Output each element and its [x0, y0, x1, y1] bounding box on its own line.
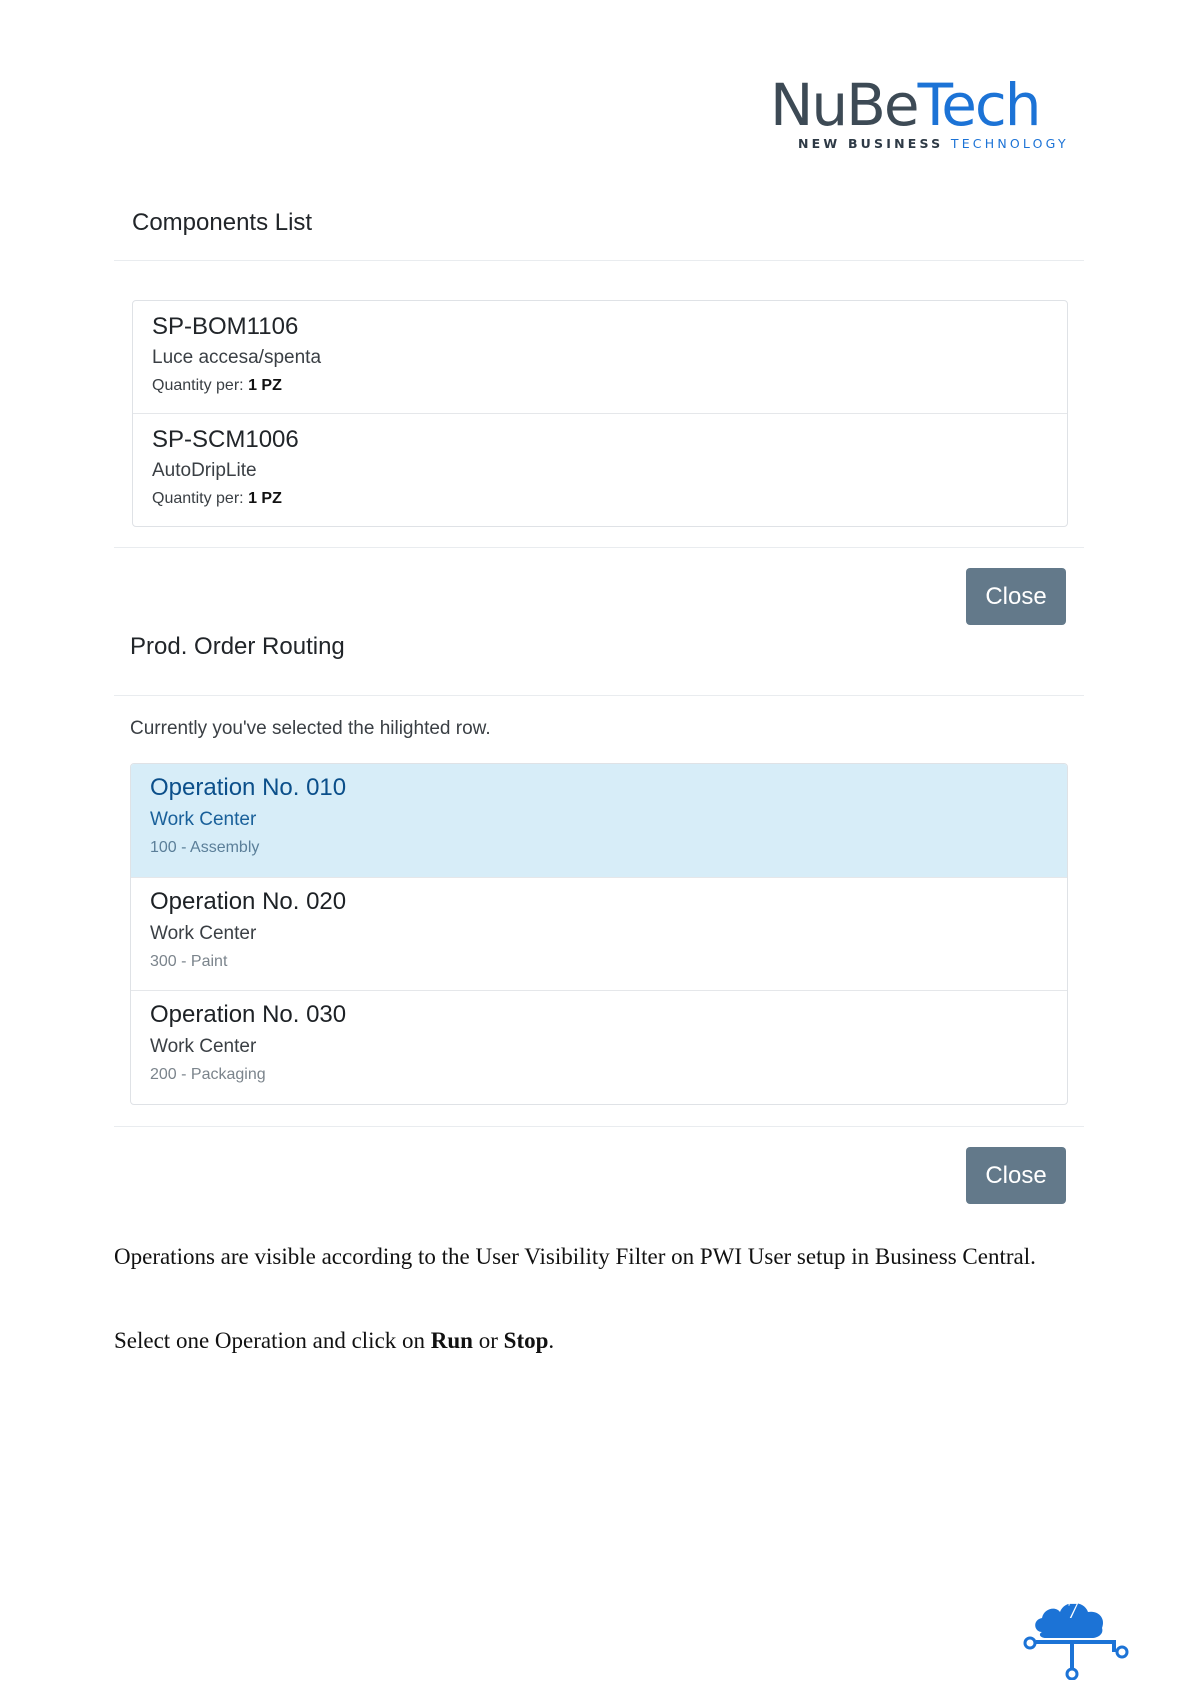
modal-footer-divider — [114, 1126, 1084, 1127]
instruction-or: or — [472, 1328, 504, 1353]
logo-tagline — [798, 136, 1069, 151]
logo-word-part1: NuBe — [770, 71, 918, 139]
run-keyword: Run — [430, 1328, 473, 1353]
logo-wordmark — [770, 72, 1040, 138]
operation-row[interactable] — [131, 991, 1067, 1104]
component-quantity — [152, 377, 282, 395]
component-item[interactable] — [133, 414, 1067, 526]
logo-tagline-part1: NEW BUSINESS — [798, 136, 951, 151]
close-button[interactable]: Close — [966, 568, 1066, 625]
components-modal-title: Components List — [132, 209, 313, 236]
visibility-note: Operations are visible according to the User Visibility Filter on PWI User setup in Business Central. — [114, 1244, 1036, 1269]
component-code: SP-SCM1006 — [152, 426, 299, 453]
instruction-prefix: Select one Operation and click on — [114, 1328, 431, 1353]
routing-modal-title: Prod. Order Routing — [130, 633, 345, 660]
work-center-label: Work Center — [150, 923, 257, 944]
work-center-value: 300 - Paint — [150, 953, 228, 970]
work-center-label: Work Center — [150, 1036, 257, 1057]
work-center-value: 100 - Assembly — [150, 839, 260, 856]
component-description: AutoDripLite — [152, 460, 257, 481]
modal-header-divider — [114, 260, 1084, 261]
logo-tagline-part2: TECHNOLOGY — [950, 136, 1069, 151]
components-list — [132, 300, 1068, 527]
logo-word-part2: Tech — [917, 71, 1040, 139]
instruction-suffix: . — [548, 1328, 555, 1353]
operation-row[interactable] — [131, 764, 1067, 878]
selection-hint: Currently you've selected the hilighted row. — [130, 718, 491, 739]
component-quantity — [152, 490, 282, 508]
component-description: Luce accesa/spenta — [152, 347, 322, 368]
operation-title: Operation No. 030 — [150, 1001, 347, 1028]
instruction-text — [114, 1327, 1074, 1355]
operation-row[interactable] — [131, 878, 1067, 991]
page-number: 7 — [1067, 1598, 1079, 1624]
quantity-value: 1 PZ — [248, 377, 282, 394]
quantity-value: 1 PZ — [248, 490, 282, 507]
operation-title: Operation No. 020 — [150, 888, 347, 915]
nubetech-logo — [770, 72, 1075, 154]
work-center-value: 200 - Packaging — [150, 1066, 266, 1083]
quantity-label: Quantity per: — [152, 490, 244, 507]
quantity-label: Quantity per: — [152, 377, 244, 394]
operations-list — [130, 763, 1068, 1105]
operation-title: Operation No. 010 — [150, 774, 347, 801]
modal-header-divider — [114, 695, 1084, 696]
modal-footer-divider — [114, 547, 1084, 548]
stop-keyword: Stop — [503, 1328, 549, 1353]
work-center-label: Work Center — [150, 809, 257, 830]
component-item[interactable] — [133, 301, 1067, 414]
close-button[interactable]: Close — [966, 1147, 1066, 1204]
component-code: SP-BOM1106 — [152, 313, 299, 340]
